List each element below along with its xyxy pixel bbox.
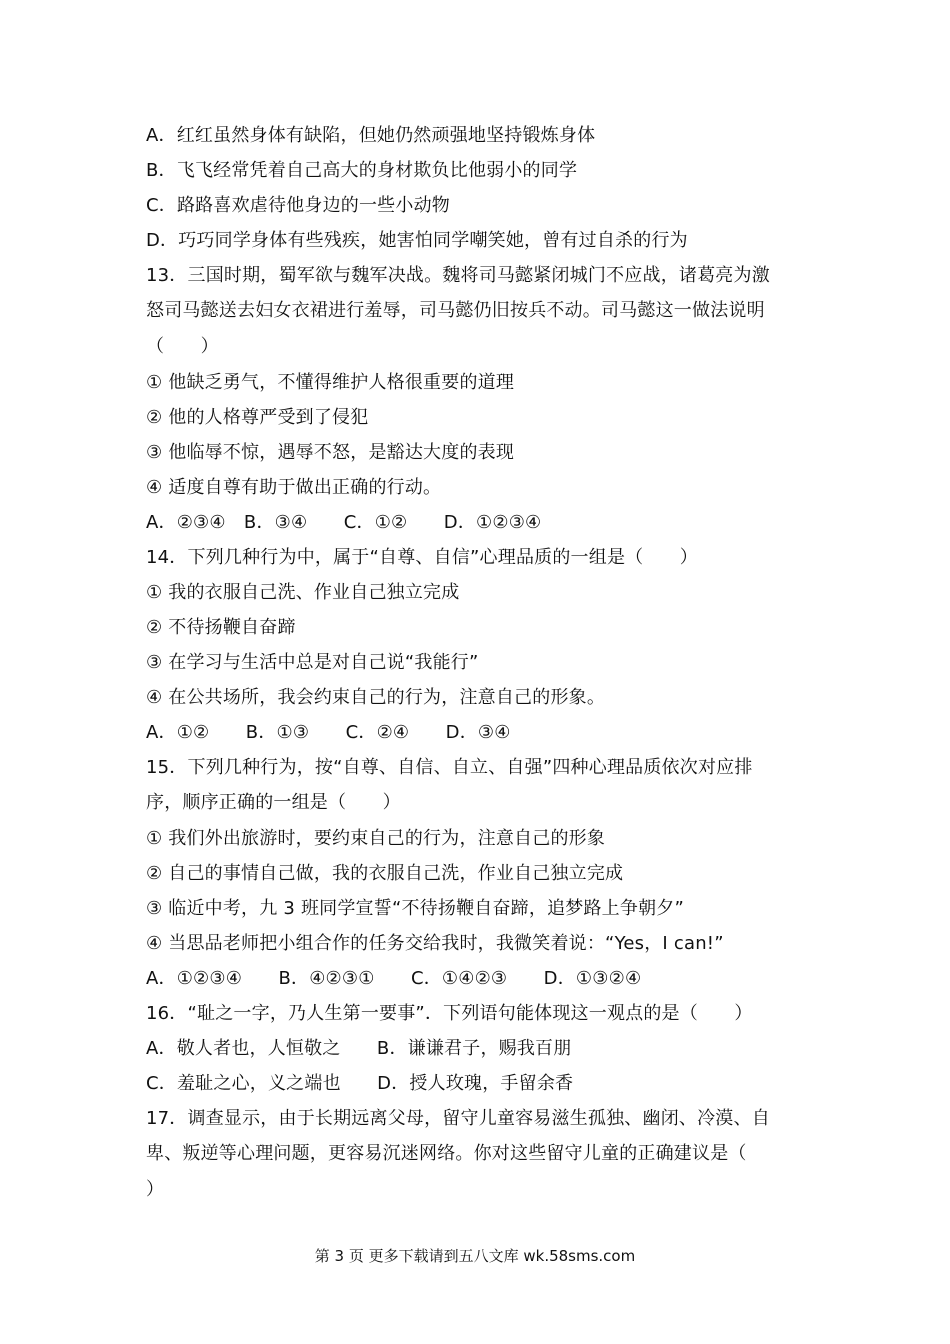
option-c-q12: C．路路喜欢虐待他身边的一些小动物 (146, 195, 450, 216)
statement-4-q13: ④ 适度自尊有助于做出正确的行动。 (146, 477, 442, 498)
question-13-line-1: 13．三国时期，蜀军欲与魏军决战。魏将司马懿紧闭城门不应战，诸葛亮为激 (146, 265, 770, 286)
statement-4-q15: ④ 当思品老师把小组合作的任务交给我时，我微笑着说：“Yes，I can!” (146, 933, 724, 954)
question-17-line-3: ） (146, 1179, 165, 1200)
statement-2-q13: ② 他的人格尊严受到了侵犯 (146, 407, 369, 428)
option-b-q12: B．飞飞经常凭着自己高大的身材欺负比他弱小的同学 (146, 160, 578, 181)
question-17-line-1: 17．调查显示，由于长期远离父母，留守儿童容易滋生孤独、幽闭、冷漠、自 (146, 1108, 770, 1129)
question-16: 16．“耻之一字，乃人生第一要事”．下列语句能体现这一观点的是（ ） (146, 1003, 753, 1024)
page-footer: 第 3 页 更多下载请到五八文库 wk.58sms.com (314, 1247, 636, 1265)
question-13-line-3: （ ） (146, 336, 219, 357)
question-17-line-2: 卑、叛逆等心理问题，更容易沉迷网络。你对这些留守儿童的正确建议是（ (146, 1143, 747, 1164)
question-14: 14．下列几种行为中，属于“自尊、自信”心理品质的一组是（ ） (146, 547, 698, 568)
statement-1-q15: ① 我们外出旅游时，要约束自己的行为，注意自己的形象 (146, 828, 606, 849)
statement-3-q14: ③ 在学习与生活中总是对自己说“我能行” (146, 652, 479, 673)
options-q13: A．②③④ B．③④ C．①② D．①②③④ (146, 512, 542, 533)
options-cd-q16: C．羞耻之心，义之端也 D．授人玫瑰，手留余香 (146, 1073, 574, 1094)
statement-3-q15: ③ 临近中考，九 3 班同学宣誓“不待扬鞭自奋蹄，追梦路上争朝夕” (146, 898, 685, 919)
question-13-line-2: 怒司马懿送去妇女衣裙进行羞辱，司马懿仍旧按兵不动。司马懿这一做法说明 (146, 300, 765, 321)
statement-2-q14: ② 不待扬鞭自奋蹄 (146, 617, 296, 638)
statement-1-q13: ① 他缺乏勇气，不懂得维护人格很重要的道理 (146, 372, 515, 393)
question-15-line-2: 序，顺序正确的一组是（ ） (146, 792, 401, 813)
option-d-q12: D．巧巧同学身体有些残疾，她害怕同学嘲笑她，曾有过自杀的行为 (146, 230, 688, 251)
options-q14: A．①② B．①③ C．②④ D．③④ (146, 722, 511, 743)
statement-3-q13: ③ 他临辱不惊，遇辱不怒，是豁达大度的表现 (146, 442, 515, 463)
options-ab-q16: A．敬人者也，人恒敬之 B．谦谦君子，赐我百朋 (146, 1038, 572, 1059)
document-body (146, 118, 816, 1208)
option-a-q12: A．红红虽然身体有缺陷，但她仍然顽强地坚持锻炼身体 (146, 125, 596, 146)
question-15-line-1: 15．下列几种行为，按“自尊、自信、自立、自强”四种心理品质依次对应排 (146, 757, 753, 778)
statement-2-q15: ② 自己的事情自己做，我的衣服自己洗，作业自己独立完成 (146, 863, 624, 884)
options-q15: A．①②③④ B．④②③① C．①④②③ D．①③②④ (146, 968, 642, 989)
statement-1-q14: ① 我的衣服自己洗、作业自己独立完成 (146, 582, 460, 603)
statement-4-q14: ④ 在公共场所，我会约束自己的行为，注意自己的形象。 (146, 687, 606, 708)
